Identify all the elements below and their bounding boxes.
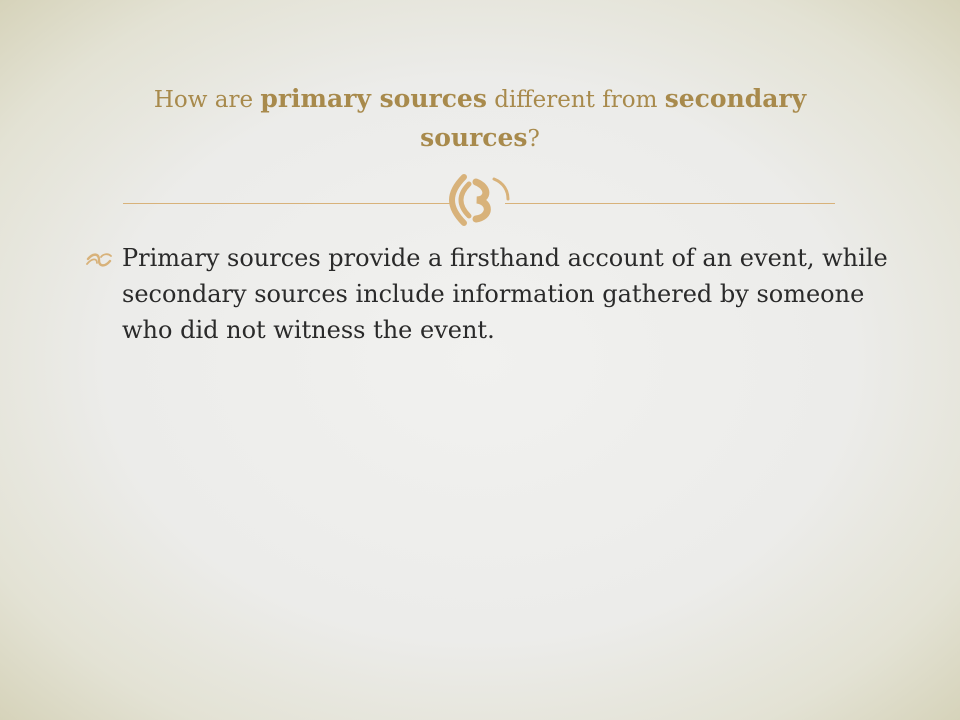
title-keyword-secondary: secondary — [664, 84, 807, 113]
slide-title — [120, 80, 840, 158]
ornament-icon — [448, 173, 512, 227]
title-text-2: different from — [486, 87, 665, 113]
title-divider-right — [505, 203, 835, 204]
bullet-text: Primary sources provide a firsthand account of an event, while secondary sources include information gathered by someone who did not witness the event. — [122, 244, 888, 344]
title-keyword-primary: primary sources — [260, 84, 487, 113]
title-question-mark: ? — [527, 126, 540, 152]
title-text-1: How are — [153, 87, 261, 113]
bullet-item — [84, 240, 904, 348]
title-keyword-sources: sources — [420, 123, 528, 152]
title-divider-left — [123, 203, 453, 204]
bullet-ornament-icon — [84, 250, 114, 270]
